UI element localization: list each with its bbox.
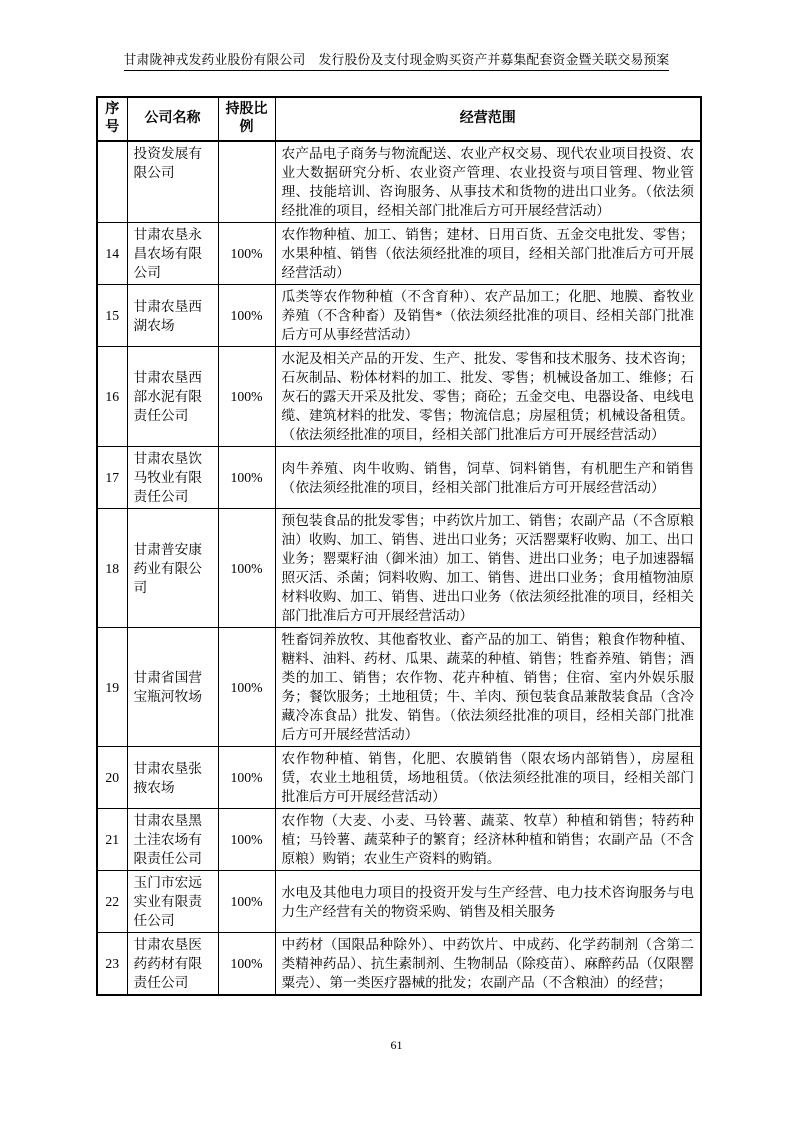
cell-ratio (218, 141, 275, 223)
table-row (97, 747, 701, 809)
cell-no: 17 (97, 447, 127, 509)
cell-ratio: 100% (218, 871, 275, 933)
document-header-title: 甘肃陇神戎发药业股份有限公司 发行股份及支付现金购买资产并募集配套资金暨关联交易预案 (124, 53, 670, 71)
cell-company-name: 玉门市宏远实业有限责任公司 (127, 871, 218, 933)
cell-no (97, 141, 127, 223)
document-header (0, 49, 793, 68)
cell-business-scope: 农产品电子商务与物流配送、农业产权交易、现代农业项目投资、农业大数据研究分析、农业资产管理、农业投资与项目管理、物业管理、技能培训、咨询服务、从事技术和货物的进出口业务。（依法须经批准的项目，经相关部门批准后方可开展经营活动） (275, 141, 701, 223)
cell-company-name: 甘肃普安康药业有限公司 (127, 509, 218, 628)
cell-no: 16 (97, 347, 127, 447)
cell-business-scope: 水电及其他电力项目的投资开发与生产经营、电力技术咨询服务与电力生产经营有关的物资采购、销售及相关服务 (275, 871, 701, 933)
table-row (97, 285, 701, 347)
cell-company-name: 甘肃农垦医药药材有限责任公司 (127, 933, 218, 996)
table-header-row (97, 97, 701, 141)
col-header-shareholding-ratio: 持股比例 (218, 97, 275, 141)
cell-business-scope: 预包装食品的批发零售；中药饮片加工、销售；农副产品（不含原粮油）收购、加工、销售、进出口业务；灭活罂粟籽收购、加工、出口业务；罂粟籽油（御米油）加工、销售、进出口业务；电子加速器辐照灭活、杀菌；饲料收购、加工、销售、进出口业务；食用植物油原材料收购、加工、销售、进出口业务（依法须经批准的项目，经相关部门批准后方可开展经营活动） (275, 509, 701, 628)
cell-ratio: 100% (218, 285, 275, 347)
cell-no: 21 (97, 809, 127, 871)
cell-company-name: 投资发展有限公司 (127, 141, 218, 223)
col-header-business-scope: 经营范围 (275, 97, 701, 141)
cell-business-scope: 肉牛养殖、肉牛收购、销售，饲草、饲料销售，有机肥生产和销售（依法须经批准的项目，经相关部门批准后方可开展经营活动） (275, 447, 701, 509)
cell-no: 18 (97, 509, 127, 628)
col-header-company-name: 公司名称 (127, 97, 218, 141)
table-row (97, 628, 701, 747)
page-number: 61 (390, 1038, 403, 1052)
cell-no: 19 (97, 628, 127, 747)
cell-company-name: 甘肃省国营宝瓶河牧场 (127, 628, 218, 747)
cell-business-scope: 牲畜饲养放牧、其他畜牧业、畜产品的加工、销售；粮食作物种植、糖料、油料、药材、瓜果、蔬菜的种植、销售；牲畜养殖、销售；酒类的加工、销售；农作物、花卉种植、销售；住宿、室内外娱乐服务；餐饮服务；土地租赁；牛、羊肉、预包装食品兼散装食品（含冷藏冷冻食品）批发、销售。（依法须经批准的项目，经相关部门批准后方可开展经营活动） (275, 628, 701, 747)
subsidiaries-table (96, 96, 702, 996)
cell-company-name: 甘肃农垦张掖农场 (127, 747, 218, 809)
cell-ratio: 100% (218, 809, 275, 871)
cell-company-name: 甘肃农垦永昌农场有限公司 (127, 223, 218, 285)
cell-business-scope: 农作物种植、加工、销售；建材、日用百货、五金交电批发、零售；水果种植、销售（依法须经批准的项目，经相关部门批准后方可开展经营活动） (275, 223, 701, 285)
cell-ratio: 100% (218, 447, 275, 509)
cell-ratio: 100% (218, 628, 275, 747)
table-row (97, 509, 701, 628)
cell-business-scope: 农作物种植、销售，化肥、农膜销售（限农场内部销售），房屋租赁，农业土地租赁，场地租赁。（依法须经批准的项目，经相关部门批准后方可开展经营活动） (275, 747, 701, 809)
cell-no: 15 (97, 285, 127, 347)
cell-business-scope: 水泥及相关产品的开发、生产、批发、零售和技术服务、技术咨询；石灰制品、粉体材料的加工、批发、零售；机械设备加工、维修；石灰石的露天开采及批发、零售；商砼；五金交电、电器设备、电线电缆、建筑材料的批发、零售；物流信息；房屋租赁；机械设备租赁。（依法须经批准的项目，经相关部门批准后方可开展经营活动） (275, 347, 701, 447)
table-row (97, 141, 701, 223)
table-row (97, 347, 701, 447)
table-row (97, 223, 701, 285)
cell-business-scope: 农作物（大麦、小麦、马铃薯、蔬菜、牧草）种植和销售；特药种植；马铃薯、蔬菜种子的繁育；经济林种植和销售；农副产品（不含原粮）购销；农业生产资料的购销。 (275, 809, 701, 871)
cell-no: 14 (97, 223, 127, 285)
cell-business-scope: 中药材（国限品种除外）、中药饮片、中成药、化学药制剂（含第二类精神药品）、抗生素制剂、生物制品（除疫苗）、麻醉药品（仅限罂粟壳）、第一类医疗器械的批发；农副产品（不含粮油）的经营； (275, 933, 701, 996)
cell-ratio: 100% (218, 933, 275, 996)
table-row (97, 809, 701, 871)
table-row (97, 933, 701, 996)
cell-no: 20 (97, 747, 127, 809)
cell-no: 23 (97, 933, 127, 996)
cell-ratio: 100% (218, 747, 275, 809)
col-header-no: 序号 (97, 97, 127, 141)
table-row (97, 447, 701, 509)
cell-ratio: 100% (218, 223, 275, 285)
cell-company-name: 甘肃农垦黑土洼农场有限责任公司 (127, 809, 218, 871)
cell-no: 22 (97, 871, 127, 933)
cell-company-name: 甘肃农垦西湖农场 (127, 285, 218, 347)
cell-company-name: 甘肃农垦饮马牧业有限责任公司 (127, 447, 218, 509)
cell-ratio: 100% (218, 347, 275, 447)
cell-ratio: 100% (218, 509, 275, 628)
table-row (97, 871, 701, 933)
cell-company-name: 甘肃农垦西部水泥有限责任公司 (127, 347, 218, 447)
cell-business-scope: 瓜类等农作物种植（不含育种）、农产品加工；化肥、地膜、畜牧业养殖（不含种畜）及销售*（依法须经批准的项目、经相关部门批准后方可从事经营活动） (275, 285, 701, 347)
